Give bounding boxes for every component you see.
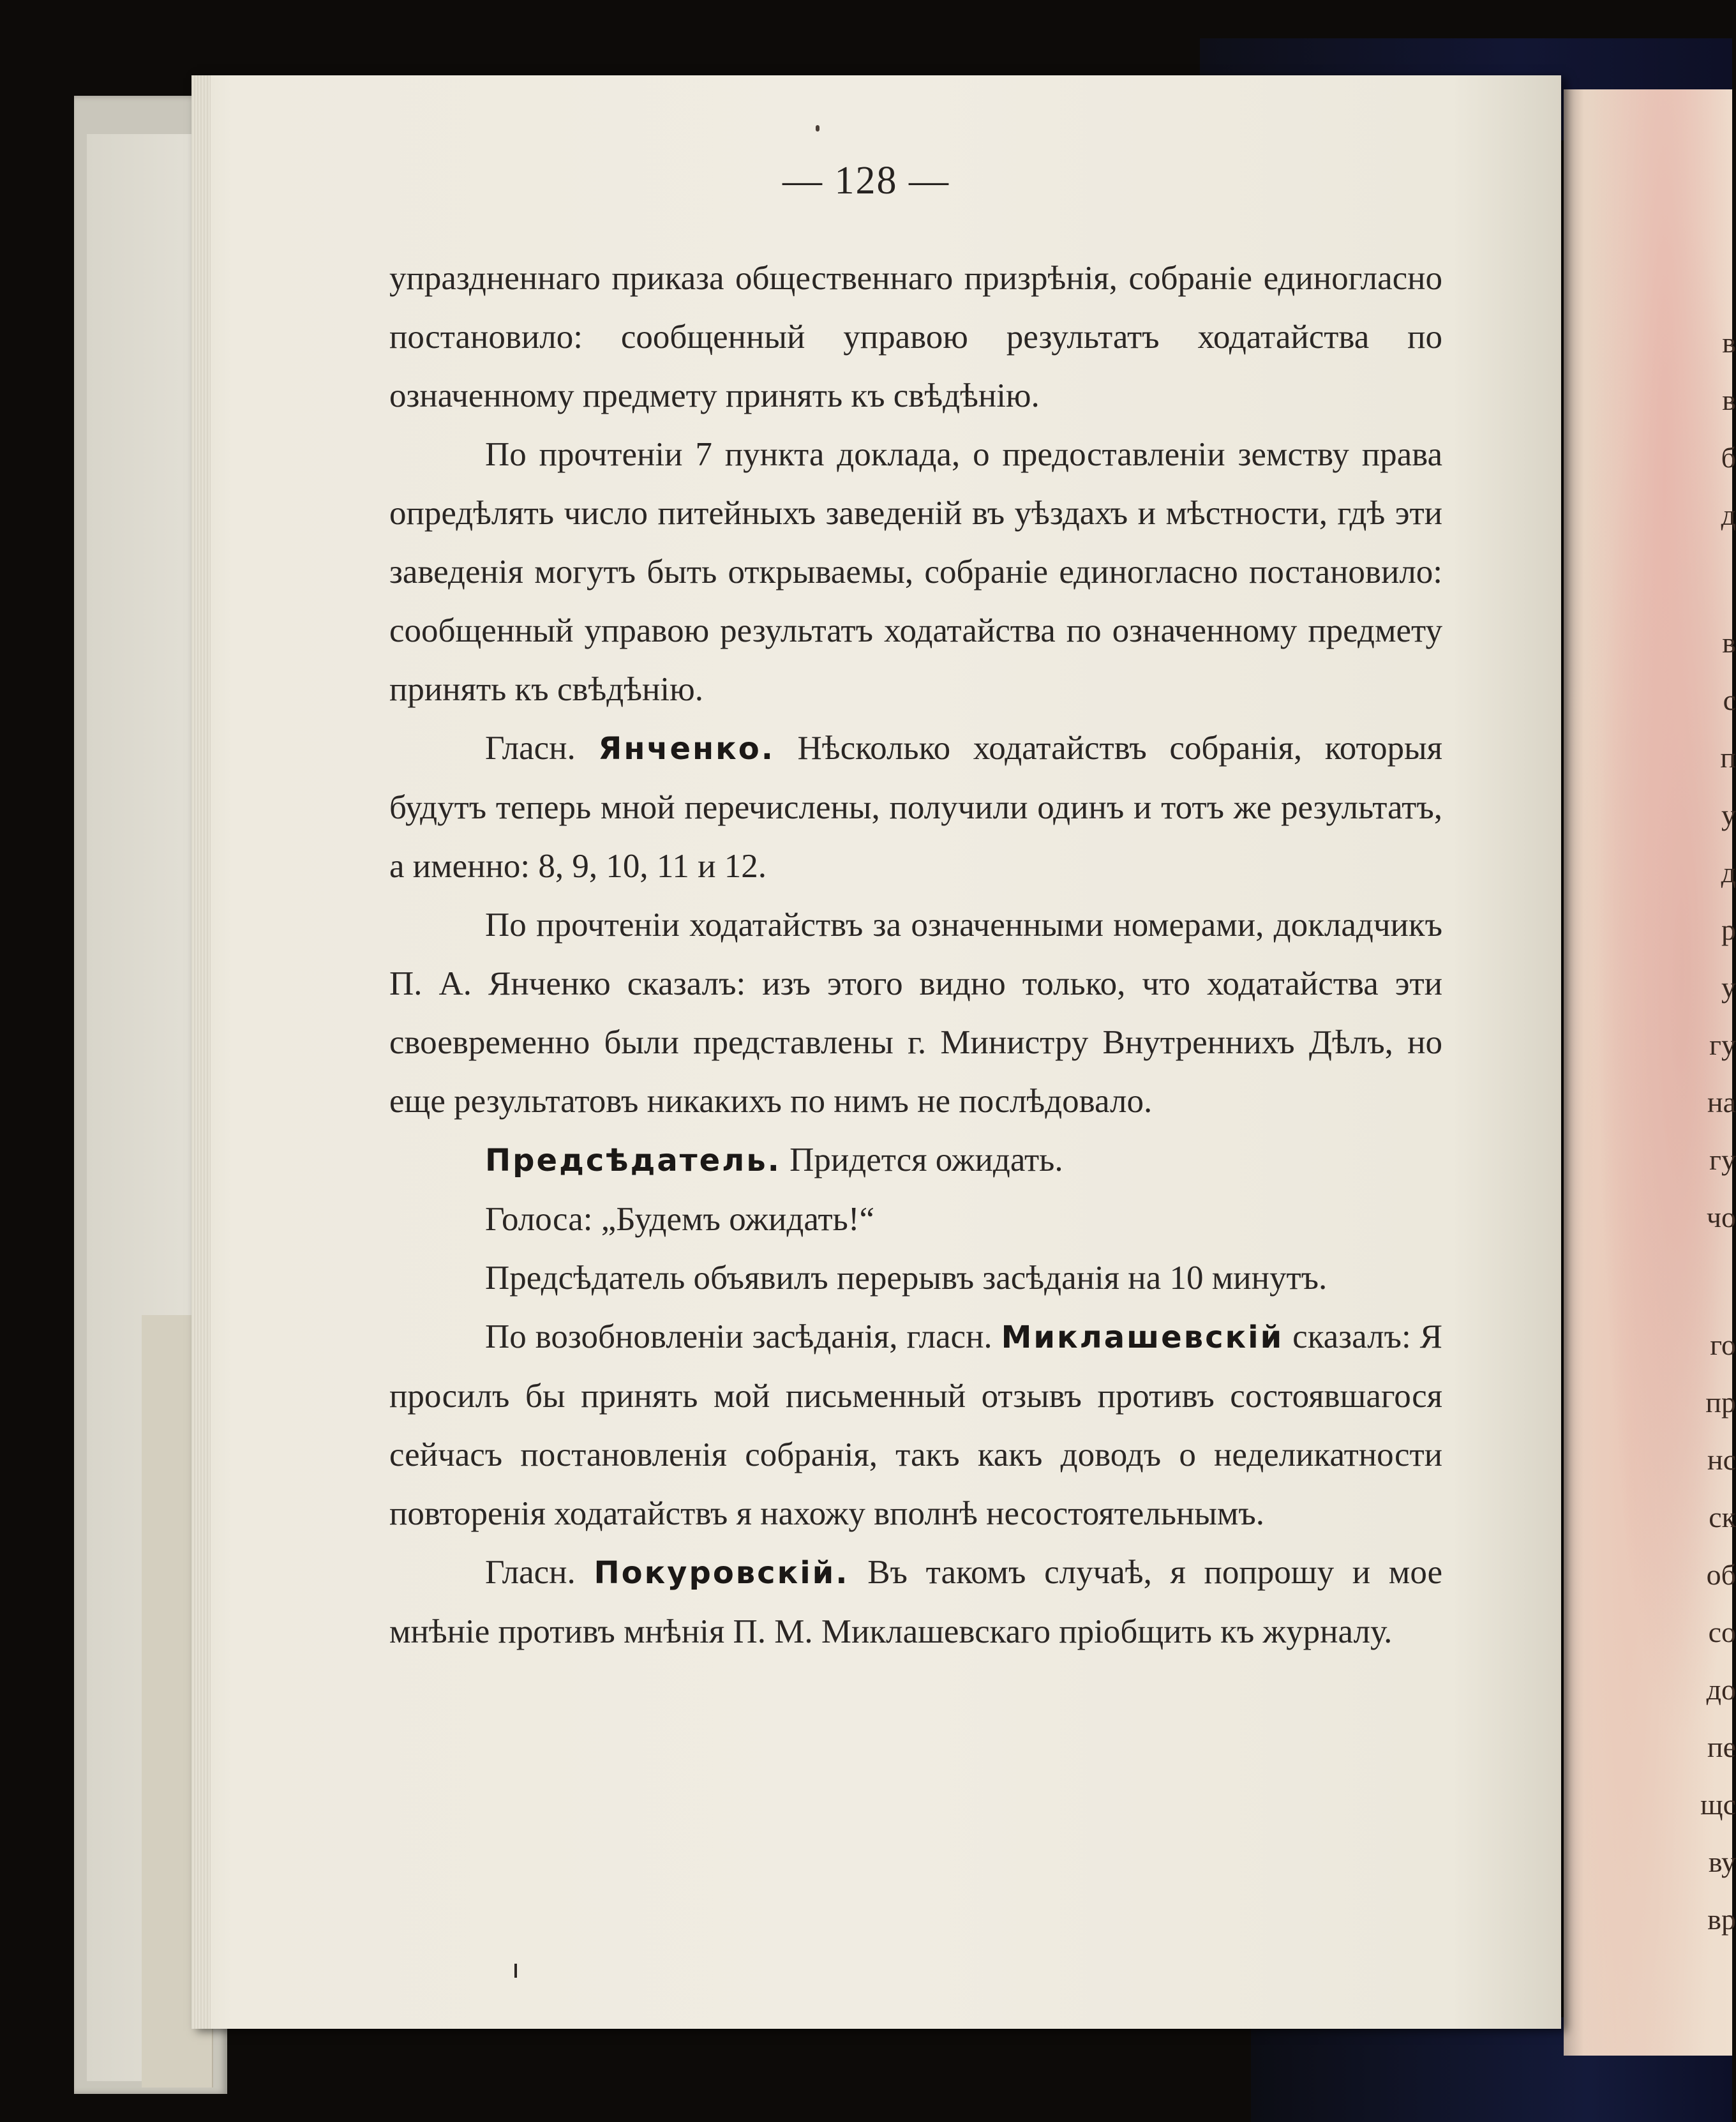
facing-page-fragment: щс	[1700, 1788, 1736, 1821]
speaker-name: Янченко.	[598, 731, 775, 767]
paragraph-text: Въ такомъ случаѣ, я попрошу и мое мнѣніе противъ мнѣнія П. М. Миклашевскаго пріобщить къ журналу.	[389, 1554, 1443, 1650]
ink-mark	[514, 1964, 517, 1978]
paragraph	[389, 1307, 1442, 1543]
facing-page-fragment: пр	[1705, 1386, 1736, 1418]
paragraph	[389, 1131, 1442, 1190]
speaker-name: Покуровскій.	[594, 1555, 849, 1591]
facing-page-fragment: вр	[1707, 1903, 1736, 1936]
facing-page-fragment: со	[1708, 1616, 1736, 1648]
facing-page-fragment: в	[1722, 326, 1736, 359]
facing-page-fragment: гу	[1709, 1143, 1736, 1176]
paragraph: По прочтеніи 7 пункта доклада, о предоставленіи земству права опредѣлять число питейныхъ заведеній въ уѣздахъ и мѣстности, гдѣ эти заведенія могутъ быть открываемы, собраніе единогласно постановило: сообщенный управою результатъ ходатайства по означенному предмету принять къ свѣдѣнію.	[389, 436, 1442, 708]
paragraph: упраздненнаго приказа общественнаго призрѣнія, собраніе единогласно постановило: сообщенный управою результатъ ходатайства по означенному предмету принять къ свѣдѣнію.	[389, 260, 1442, 414]
paragraph: Предсѣдатель объявилъ перерывъ засѣданія на 10 минутъ.	[485, 1260, 1328, 1297]
facing-page-fragment: ву	[1708, 1846, 1736, 1878]
paragraph-lead: Гласн.	[485, 1554, 594, 1591]
paragraph-lead: Гласн.	[485, 730, 599, 767]
facing-page-fragment: в	[1722, 384, 1736, 416]
paragraph: По прочтеніи ходатайствъ за означенными номерами, докладчикъ П. А. Янченко сказалъ: изъ этого видно только, что ходатайства эти своевременно были представлены г. Министру Внутреннихъ Дѣлъ, но еще результатовъ никакихъ по нимъ не послѣдовало.	[389, 907, 1442, 1120]
facing-page-fragment: пе	[1707, 1731, 1736, 1763]
facing-page-fragment: д	[1721, 856, 1736, 889]
facing-page-fragment: на	[1707, 1086, 1736, 1118]
speaker-name: Миклашевскій	[1001, 1320, 1284, 1355]
facing-page-fragment: с	[1723, 684, 1736, 716]
facing-page-fragment: д	[1721, 499, 1736, 531]
paragraph	[389, 1543, 1442, 1661]
paragraph-text: Придется ожидать.	[781, 1141, 1063, 1178]
facing-page-fragment: у	[1721, 799, 1736, 831]
page-edge-stack	[191, 75, 211, 2029]
paragraph-text: Нѣсколько ходатайствъ собранія, которыя будутъ теперь мной перечислены, получили одинъ и тотъ же результатъ, а именно: 8, 9, 10, 11 и 12.	[389, 730, 1443, 885]
speaker-name: Предсѣдатель.	[485, 1143, 781, 1178]
facing-page-fragment: гу	[1709, 1028, 1736, 1061]
ink-speck	[816, 125, 819, 132]
facing-page-fragment: п	[1720, 741, 1736, 774]
facing-page-fragment: б	[1721, 441, 1736, 474]
facing-page-fragment: р	[1721, 914, 1736, 946]
paragraph-lead: По возобновленіи засѣданія, гласн.	[485, 1318, 1001, 1355]
page-number: — 128 —	[782, 159, 950, 202]
facing-page-fragment: об	[1706, 1558, 1736, 1591]
paragraph-text: сказалъ: Я просилъ бы принять мой письменный отзывъ противъ состоявшагося сейчасъ постановленія собранія, такъ какъ доводъ о неделикатности повторенія ходатайствъ я нахожу вполнѣ несостоятельнымъ.	[389, 1318, 1442, 1532]
facing-page-fragment: го	[1710, 1328, 1736, 1361]
facing-page-fragment: ск	[1709, 1501, 1736, 1533]
page-body	[389, 249, 1442, 1661]
facing-page-fragment: в	[1722, 626, 1736, 659]
facing-page-fragment: у	[1721, 971, 1736, 1004]
paragraph	[389, 719, 1442, 896]
facing-page-fragment: чо	[1706, 1201, 1736, 1233]
facing-page-fragment: до	[1706, 1673, 1736, 1706]
facing-page	[1564, 89, 1736, 2056]
paragraph: Голоса: „Будемъ ожидать!“	[485, 1201, 874, 1238]
facing-page-fragment: нс	[1707, 1443, 1736, 1476]
